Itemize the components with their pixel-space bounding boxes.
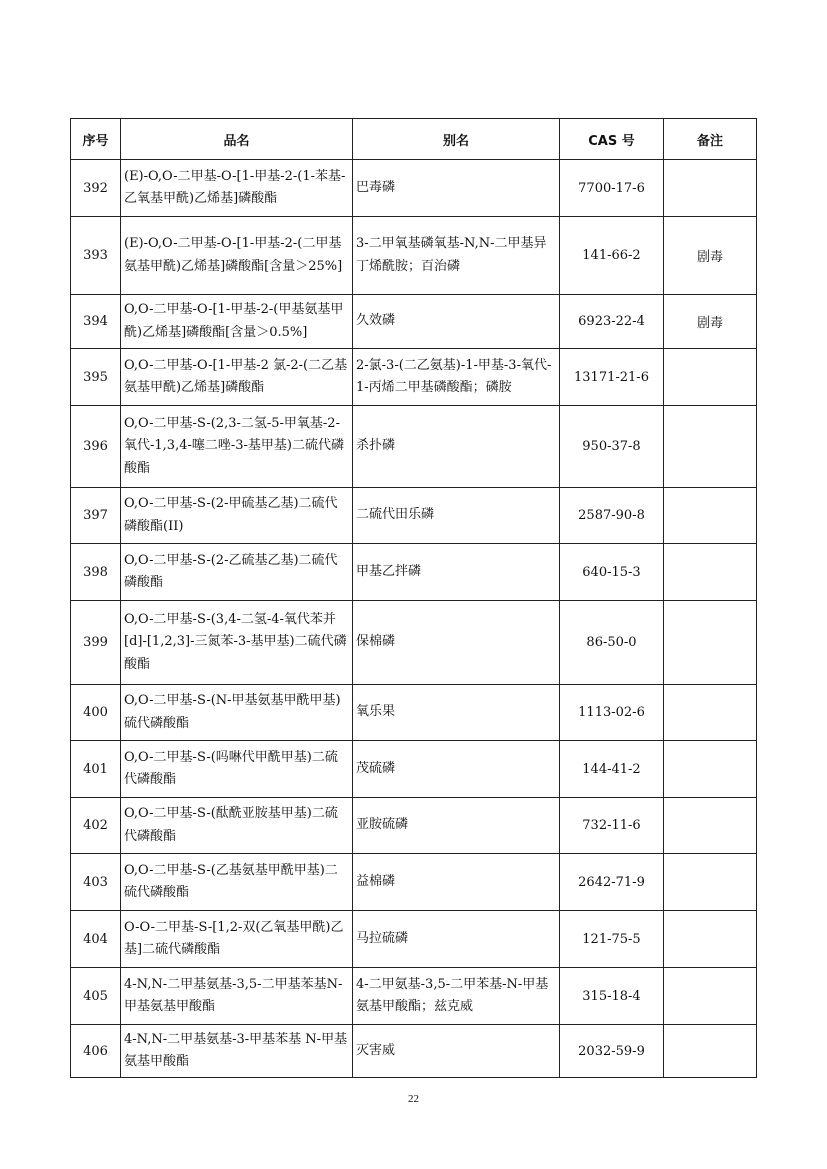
page-number: 22 — [408, 1093, 419, 1105]
row-alias: 马拉硫磷 — [353, 911, 560, 968]
row-alias: 3-二甲氧基磷氧基-N,N-二甲基异丁烯酰胺；百治磷 — [353, 217, 560, 295]
row-cas-number: 7700-17-6 — [560, 160, 664, 217]
table-row — [71, 1025, 757, 1078]
row-product-name: 4-N,N-二甲基氨基-3,5-二甲基苯基N-甲基氨基甲酸酯 — [121, 968, 353, 1025]
row-alias: 4-二甲氨基-3,5-二甲苯基-N-甲基氨基甲酸酯；兹克威 — [353, 968, 560, 1025]
row-serial-number: 404 — [71, 911, 121, 968]
row-cas-number: 315-18-4 — [560, 968, 664, 1025]
row-product-name: O,O-二甲基-S-(酞酰亚胺基甲基)二硫代磷酸酯 — [121, 798, 353, 854]
row-alias: 久效磷 — [353, 295, 560, 349]
row-cas-number: 1113-02-6 — [560, 685, 664, 741]
row-remarks — [664, 349, 757, 406]
row-alias: 益棉磷 — [353, 854, 560, 911]
row-serial-number: 397 — [71, 488, 121, 544]
row-cas-number: 144-41-2 — [560, 741, 664, 798]
row-serial-number: 394 — [71, 295, 121, 349]
header-cas-number: CAS 号 — [560, 119, 664, 160]
row-serial-number: 401 — [71, 741, 121, 798]
row-cas-number: 2642-71-9 — [560, 854, 664, 911]
row-remarks — [664, 544, 757, 601]
row-remarks — [664, 968, 757, 1025]
row-serial-number: 398 — [71, 544, 121, 601]
row-product-name: O,O-二甲基-O-[1-甲基-2 氯-2-(二乙基氨基甲酰)乙烯基]磷酸酯 — [121, 349, 353, 406]
header-remarks: 备注 — [664, 119, 757, 160]
row-serial-number: 395 — [71, 349, 121, 406]
row-serial-number: 392 — [71, 160, 121, 217]
row-remarks: 剧毒 — [664, 217, 757, 295]
row-remarks — [664, 798, 757, 854]
header-alias: 别名 — [353, 119, 560, 160]
row-product-name: O-O-二甲基-S-[1,2-双(乙氧基甲酰)乙基]二硫代磷酸酯 — [121, 911, 353, 968]
table-row — [71, 968, 757, 1025]
row-product-name: O,O-二甲基-S-(2-甲硫基乙基)二硫代磷酸酯(II) — [121, 488, 353, 544]
table-row — [71, 685, 757, 741]
row-serial-number: 399 — [71, 601, 121, 685]
row-serial-number: 400 — [71, 685, 121, 741]
row-product-name: 4-N,N-二甲基氨基-3-甲基苯基 N-甲基氨基甲酸酯 — [121, 1025, 353, 1078]
header-product-name: 品名 — [121, 119, 353, 160]
row-remarks — [664, 854, 757, 911]
row-remarks — [664, 685, 757, 741]
row-product-name: (E)-O,O-二甲基-O-[1-甲基-2-(1-苯基-乙氧基甲酰)乙烯基]磷酸酯 — [121, 160, 353, 217]
row-remarks: 剧毒 — [664, 295, 757, 349]
row-cas-number: 640-15-3 — [560, 544, 664, 601]
row-serial-number: 405 — [71, 968, 121, 1025]
row-cas-number: 121-75-5 — [560, 911, 664, 968]
row-product-name: (E)-O,O-二甲基-O-[1-甲基-2-(二甲基氨基甲酰)乙烯基]磷酸酯[含量＞25%] — [121, 217, 353, 295]
table-row — [71, 217, 757, 295]
table-row — [71, 544, 757, 601]
row-product-name: O,O-二甲基-S-(2-乙硫基乙基)二硫代磷酸酯 — [121, 544, 353, 601]
row-product-name: O,O-二甲基-S-(N-甲基氨基甲酰甲基)硫代磷酸酯 — [121, 685, 353, 741]
row-cas-number: 141-66-2 — [560, 217, 664, 295]
row-product-name: O,O-二甲基-S-(2,3-二氢-5-甲氧基-2-氧代-1,3,4-噻二唑-3-基甲基)二硫代磷酸酯 — [121, 406, 353, 488]
row-remarks — [664, 911, 757, 968]
row-alias: 杀扑磷 — [353, 406, 560, 488]
row-product-name: O,O-二甲基-S-(吗啉代甲酰甲基)二硫代磷酸酯 — [121, 741, 353, 798]
row-alias: 甲基乙拌磷 — [353, 544, 560, 601]
row-cas-number: 13171-21-6 — [560, 349, 664, 406]
row-serial-number: 403 — [71, 854, 121, 911]
row-serial-number: 393 — [71, 217, 121, 295]
row-serial-number: 406 — [71, 1025, 121, 1078]
row-product-name: O,O-二甲基-O-[1-甲基-2-(甲基氨基甲酰)乙烯基]磷酸酯[含量＞0.5%] — [121, 295, 353, 349]
row-remarks — [664, 160, 757, 217]
row-alias: 灭害威 — [353, 1025, 560, 1078]
table-row — [71, 741, 757, 798]
table-row — [71, 349, 757, 406]
row-cas-number: 2032-59-9 — [560, 1025, 664, 1078]
row-product-name: O,O-二甲基-S-(3,4-二氢-4-氧代苯并[d]-[1,2,3]-三氮苯-3-基甲基)二硫代磷酸酯 — [121, 601, 353, 685]
chemical-catalog-table — [70, 118, 757, 1078]
table-row — [71, 406, 757, 488]
row-alias: 巴毒磷 — [353, 160, 560, 217]
row-serial-number: 396 — [71, 406, 121, 488]
row-remarks — [664, 601, 757, 685]
table-row — [71, 488, 757, 544]
header-serial-number: 序号 — [71, 119, 121, 160]
row-alias: 2-氯-3-(二乙氨基)-1-甲基-3-氧代-1-丙烯二甲基磷酸酯；磷胺 — [353, 349, 560, 406]
table-header-row — [71, 119, 757, 160]
table-row — [71, 798, 757, 854]
table-row — [71, 854, 757, 911]
table-row — [71, 911, 757, 968]
row-cas-number: 732-11-6 — [560, 798, 664, 854]
row-serial-number: 402 — [71, 798, 121, 854]
row-cas-number: 2587-90-8 — [560, 488, 664, 544]
table-row — [71, 295, 757, 349]
row-cas-number: 6923-22-4 — [560, 295, 664, 349]
row-remarks — [664, 1025, 757, 1078]
row-cas-number: 950-37-8 — [560, 406, 664, 488]
table-row — [71, 601, 757, 685]
row-alias: 保棉磷 — [353, 601, 560, 685]
row-alias: 亚胺硫磷 — [353, 798, 560, 854]
row-product-name: O,O-二甲基-S-(乙基氨基甲酰甲基)二硫代磷酸酯 — [121, 854, 353, 911]
row-remarks — [664, 406, 757, 488]
row-alias: 氧乐果 — [353, 685, 560, 741]
row-remarks — [664, 488, 757, 544]
table-row — [71, 160, 757, 217]
row-cas-number: 86-50-0 — [560, 601, 664, 685]
row-alias: 二硫代田乐磷 — [353, 488, 560, 544]
row-alias: 茂硫磷 — [353, 741, 560, 798]
row-remarks — [664, 741, 757, 798]
